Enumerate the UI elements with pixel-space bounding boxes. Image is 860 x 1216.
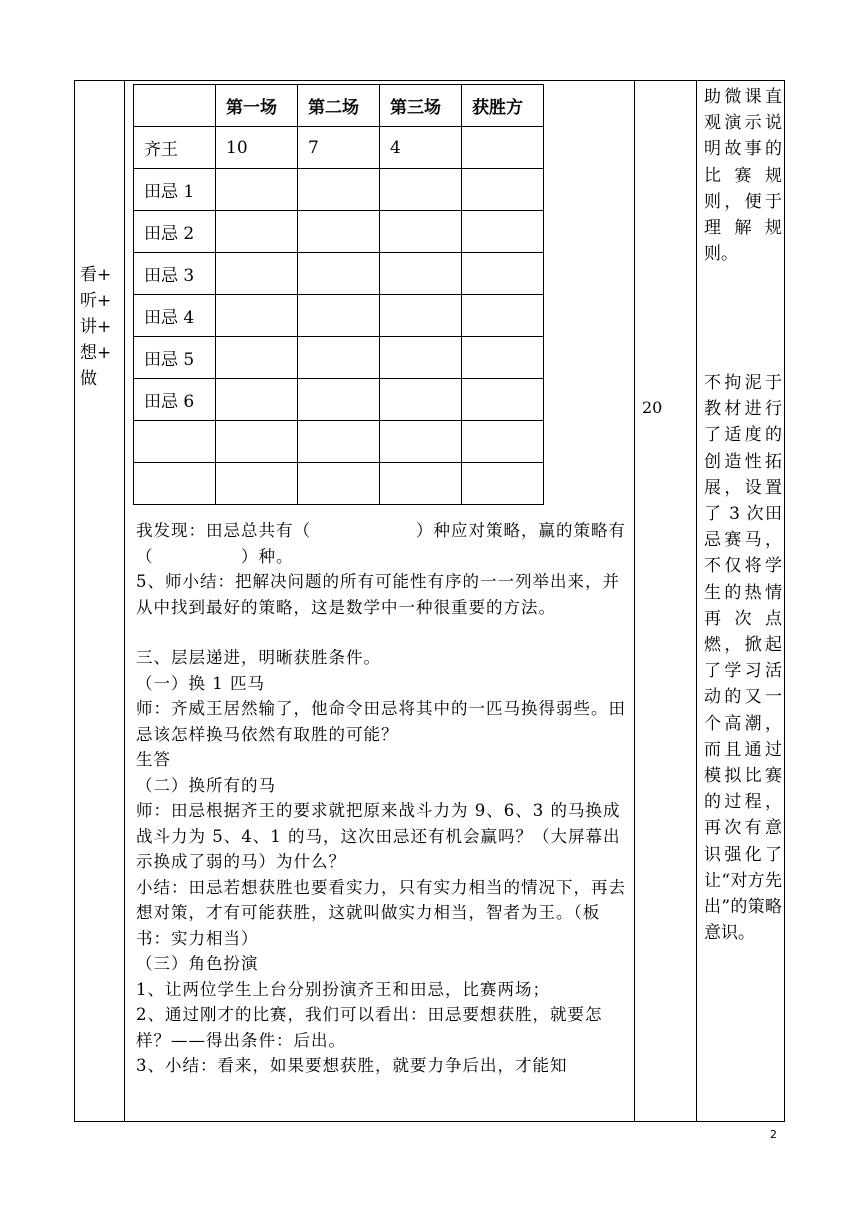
table-row bbox=[134, 169, 544, 211]
table-cell bbox=[380, 253, 462, 295]
table-cell bbox=[380, 421, 462, 463]
table-cell bbox=[380, 211, 462, 253]
table-bottom-border bbox=[74, 1121, 785, 1122]
table-row bbox=[134, 379, 544, 421]
paragraph: 5、师小结：把解决问题的所有可能性有序的一一列举出来，并从中找到最好的策略，这是数学中一种很重要的方法。 bbox=[136, 572, 620, 617]
paragraph: 3、小结：看来，如果要想获胜，就要力争后出，才能知 bbox=[136, 1056, 568, 1075]
table-top-border bbox=[74, 80, 785, 81]
table-row bbox=[134, 253, 544, 295]
table-cell bbox=[134, 463, 216, 505]
table-left-border bbox=[74, 80, 75, 1122]
table-cell bbox=[298, 463, 380, 505]
table-cell bbox=[298, 169, 380, 211]
table-row bbox=[134, 337, 544, 379]
table-cell bbox=[462, 211, 544, 253]
table-cell bbox=[298, 379, 380, 421]
activity-label-line: 做 bbox=[80, 369, 97, 389]
table-cell: 田忌 1 bbox=[134, 169, 216, 211]
table-cell: 田忌 2 bbox=[134, 211, 216, 253]
table-cell bbox=[380, 463, 462, 505]
page-number: 2 bbox=[770, 1128, 777, 1141]
activity-label-line: 听+ bbox=[80, 291, 112, 311]
table-row bbox=[134, 421, 544, 463]
header-cell: 第二场 bbox=[298, 85, 380, 127]
table-row bbox=[134, 211, 544, 253]
paragraph: 师：田忌根据齐王的要求就把原来战斗力为 9、6、3 的马换成战斗力为 5、4、1 的马，这次田忌还有机会赢吗？（大屏幕出示换成了弱的马）为什么？ bbox=[136, 801, 621, 871]
table-cell: 田忌 5 bbox=[134, 337, 216, 379]
table-header-row bbox=[134, 85, 544, 127]
activity-label bbox=[80, 262, 124, 392]
activity-label-line: 想+ bbox=[80, 343, 112, 363]
table-cell bbox=[216, 463, 298, 505]
table-cell bbox=[462, 169, 544, 211]
paragraph: 生答 bbox=[136, 750, 171, 769]
table-cell bbox=[216, 295, 298, 337]
table-cell bbox=[462, 379, 544, 421]
col-divider-3 bbox=[696, 80, 697, 1122]
table-cell bbox=[298, 253, 380, 295]
paragraph: 小结：田忌若想获胜也要看实力，只有实力相当的情况下，再去想对策，才有可能获胜，这就叫做实力相当，智者为王。（板书：实力相当） bbox=[136, 877, 626, 948]
table-cell: 4 bbox=[380, 127, 462, 169]
lesson-content bbox=[136, 518, 630, 1079]
paragraph: 我发现：田忌总共有（ ）种应对策略，赢的策略有（ ）种。 bbox=[136, 521, 626, 566]
table-cell bbox=[462, 463, 544, 505]
col-divider-2 bbox=[634, 80, 635, 1122]
table-cell bbox=[298, 337, 380, 379]
horse-race-score-table bbox=[133, 84, 544, 505]
activity-label-line: 讲+ bbox=[80, 317, 112, 337]
table-cell bbox=[216, 337, 298, 379]
table-cell bbox=[380, 295, 462, 337]
paragraph: 1、让两位学生上台分别扮演齐王和田忌，比赛两场； bbox=[136, 979, 550, 999]
table-cell bbox=[462, 253, 544, 295]
table-cell bbox=[298, 421, 380, 463]
design-note-2: 不拘泥于教材进行了适度的创造性拓展，设置了 3 次田忌赛马，不仅将学生的热情再次点燃，掀起了学习活动的又一个高潮，而且通过模拟比赛的过程，再次有意识强化了让“对方先出”的策略意识。 bbox=[704, 373, 782, 944]
paragraph: 2、通过刚才的比赛，我们可以看出：田忌要想获胜，就要怎样？——得出条件：后出。 bbox=[136, 1005, 603, 1050]
table-row bbox=[134, 127, 544, 169]
table-cell bbox=[380, 379, 462, 421]
table-cell bbox=[216, 379, 298, 421]
table-cell bbox=[462, 421, 544, 463]
header-cell: 第一场 bbox=[216, 85, 298, 127]
time-minutes: 20 bbox=[642, 398, 663, 417]
table-cell bbox=[216, 211, 298, 253]
paragraph: （三）角色扮演 bbox=[136, 954, 259, 973]
table-cell bbox=[216, 169, 298, 211]
table-cell bbox=[380, 169, 462, 211]
header-cell: 获胜方 bbox=[462, 85, 544, 127]
col-divider-1 bbox=[124, 80, 125, 1122]
table-cell bbox=[462, 295, 544, 337]
table-cell bbox=[298, 211, 380, 253]
table-cell: 田忌 6 bbox=[134, 379, 216, 421]
table-row bbox=[134, 295, 544, 337]
paragraph: 师：齐威王居然输了，他命令田忌将其中的一匹马换得弱些。田忌该怎样换马依然有取胜的可能？ bbox=[136, 699, 626, 744]
activity-label-line: 看+ bbox=[80, 265, 112, 285]
table-right-border bbox=[784, 80, 785, 1122]
design-note-1: 助微课直观演示说明故事的比赛规则，便于理解规则。 bbox=[704, 87, 782, 265]
table-cell bbox=[216, 421, 298, 463]
header-cell: 第三场 bbox=[380, 85, 462, 127]
table-cell: 10 bbox=[216, 127, 298, 169]
table-cell bbox=[298, 295, 380, 337]
table-cell: 7 bbox=[298, 127, 380, 169]
table-cell bbox=[462, 127, 544, 169]
paragraph: （二）换所有的马 bbox=[136, 775, 276, 795]
table-cell bbox=[216, 253, 298, 295]
table-cell: 田忌 3 bbox=[134, 253, 216, 295]
table-cell bbox=[462, 337, 544, 379]
table-row bbox=[134, 463, 544, 505]
paragraph: （一）换 1 匹马 bbox=[136, 673, 265, 693]
table-cell bbox=[380, 337, 462, 379]
section-heading: 三、层层递进，明晰获胜条件。 bbox=[136, 648, 381, 667]
table-cell: 齐王 bbox=[134, 127, 216, 169]
table-cell bbox=[134, 421, 216, 463]
table-cell: 田忌 4 bbox=[134, 295, 216, 337]
header-cell bbox=[134, 85, 216, 127]
